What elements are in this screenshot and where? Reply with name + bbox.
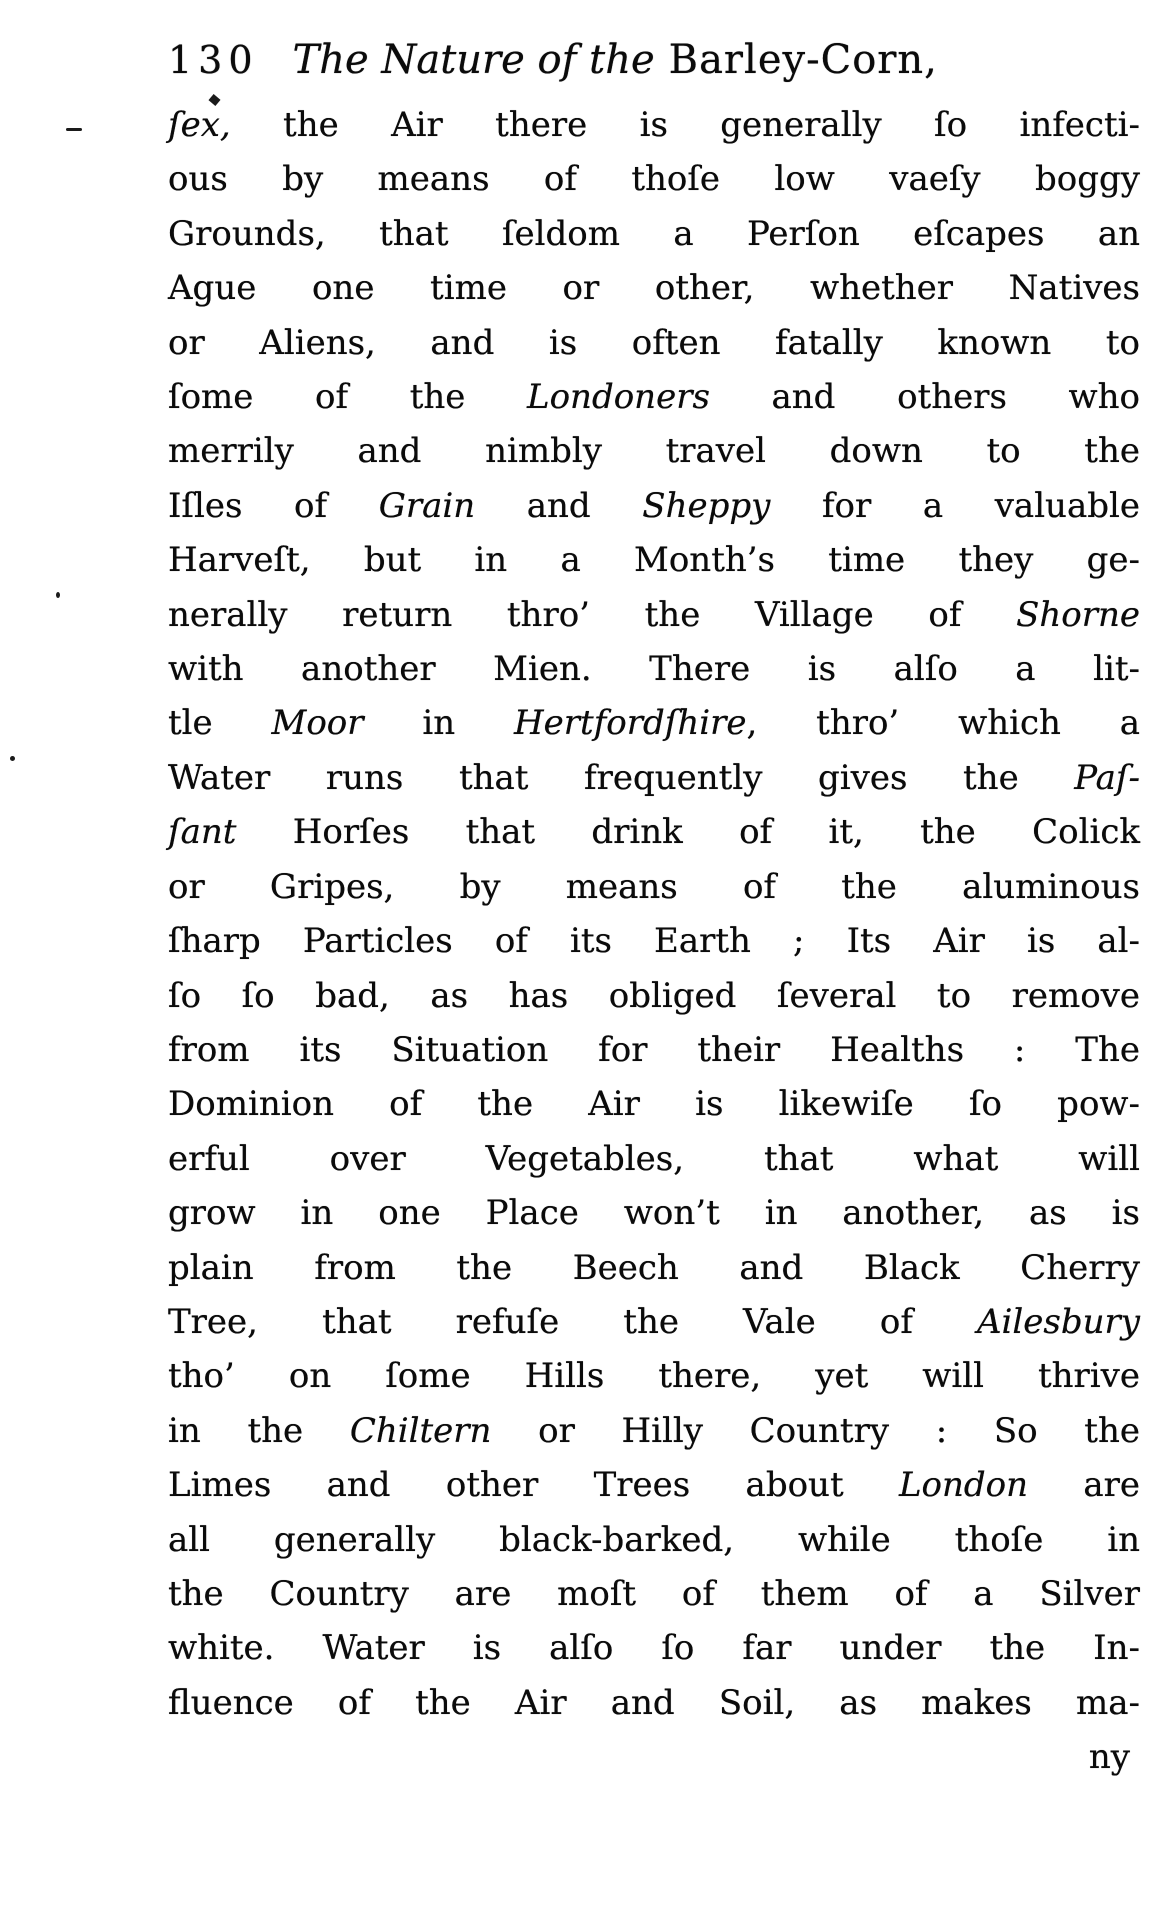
text-line: ſome of the Londoners and others who (168, 377, 1140, 418)
catchword-row (168, 1730, 1140, 1784)
text-line: tle Moor in Hertfordſhire, thro’ which a (168, 703, 1141, 744)
ink-speck (56, 592, 60, 598)
text-line: fluence of the Air and Soil, as makes ma- (168, 1682, 1140, 1723)
text-line: all generally black-barked, while thoſe in (168, 1519, 1140, 1560)
text-line: Water runs that frequently gives the Paſ- (168, 757, 1140, 798)
text-line: Limes and other Trees about London are (168, 1465, 1141, 1506)
text-line: ſant Horſes that drink of it, the Colick (168, 812, 1140, 853)
text-line: ſo ſo bad, as has obliged ſeveral to remove (168, 975, 1140, 1016)
ink-speck (66, 128, 82, 131)
text-line: in the Chiltern or Hilly Country : So the (168, 1410, 1140, 1451)
text-line: or Aliens, and is often fatally known to (168, 322, 1140, 363)
text-line: nerally return thro’ the Village of Shorne (168, 594, 1140, 635)
text-line: erful over Vegetables, that what will (168, 1138, 1140, 1179)
text-line: Harveſt, but in a Month’s time they ge- (168, 540, 1140, 581)
text-line: plain from the Beech and Black Cherry (168, 1247, 1140, 1288)
text-column (168, 30, 1140, 1785)
running-header (168, 30, 1140, 90)
text-line: the Country are moſt of them of a Silver (168, 1573, 1140, 1614)
text-line: Iſles of Grain and Sheppy for a valuable (168, 485, 1140, 526)
text-line: Dominion of the Air is likewiſe ſo pow- (168, 1084, 1140, 1125)
text-line: Tree, that refuſe the Vale of Ailesbury (168, 1301, 1140, 1342)
text-line: grow in one Place won’t in another, as is (168, 1193, 1140, 1234)
text-line: ous by means of thoſe low vaeſy boggy (168, 159, 1140, 200)
text-line: Grounds, that ſeldom a Perſon eſcapes an (168, 213, 1140, 254)
page-number: 130 (168, 38, 259, 82)
text-line: Ague one time or other, whether Natives (168, 268, 1140, 309)
text-line: or Gripes, by means of the aluminous (168, 866, 1140, 907)
text-line: from its Situation for their Healths : The (168, 1029, 1140, 1070)
text-line: tho’ on ſome Hills there, yet will thrive (168, 1356, 1140, 1397)
running-title-roman: Barley-Corn, (668, 37, 938, 83)
text-line: ſharp Particles of its Earth ; Its Air is al- (168, 921, 1140, 962)
body-text (168, 98, 1140, 1730)
running-title-italic: The Nature of the (292, 37, 655, 83)
ink-speck (10, 756, 15, 761)
text-line: merrily and nimbly travel down to the (168, 431, 1140, 472)
text-line: ſex, the Air there is generally ſo infecti- (168, 105, 1140, 145)
text-line: white. Water is alſo ſo far under the In- (168, 1628, 1140, 1669)
text-line: with another Mien. There is alſo a lit- (168, 649, 1140, 690)
catchword: ny (1088, 1737, 1130, 1778)
